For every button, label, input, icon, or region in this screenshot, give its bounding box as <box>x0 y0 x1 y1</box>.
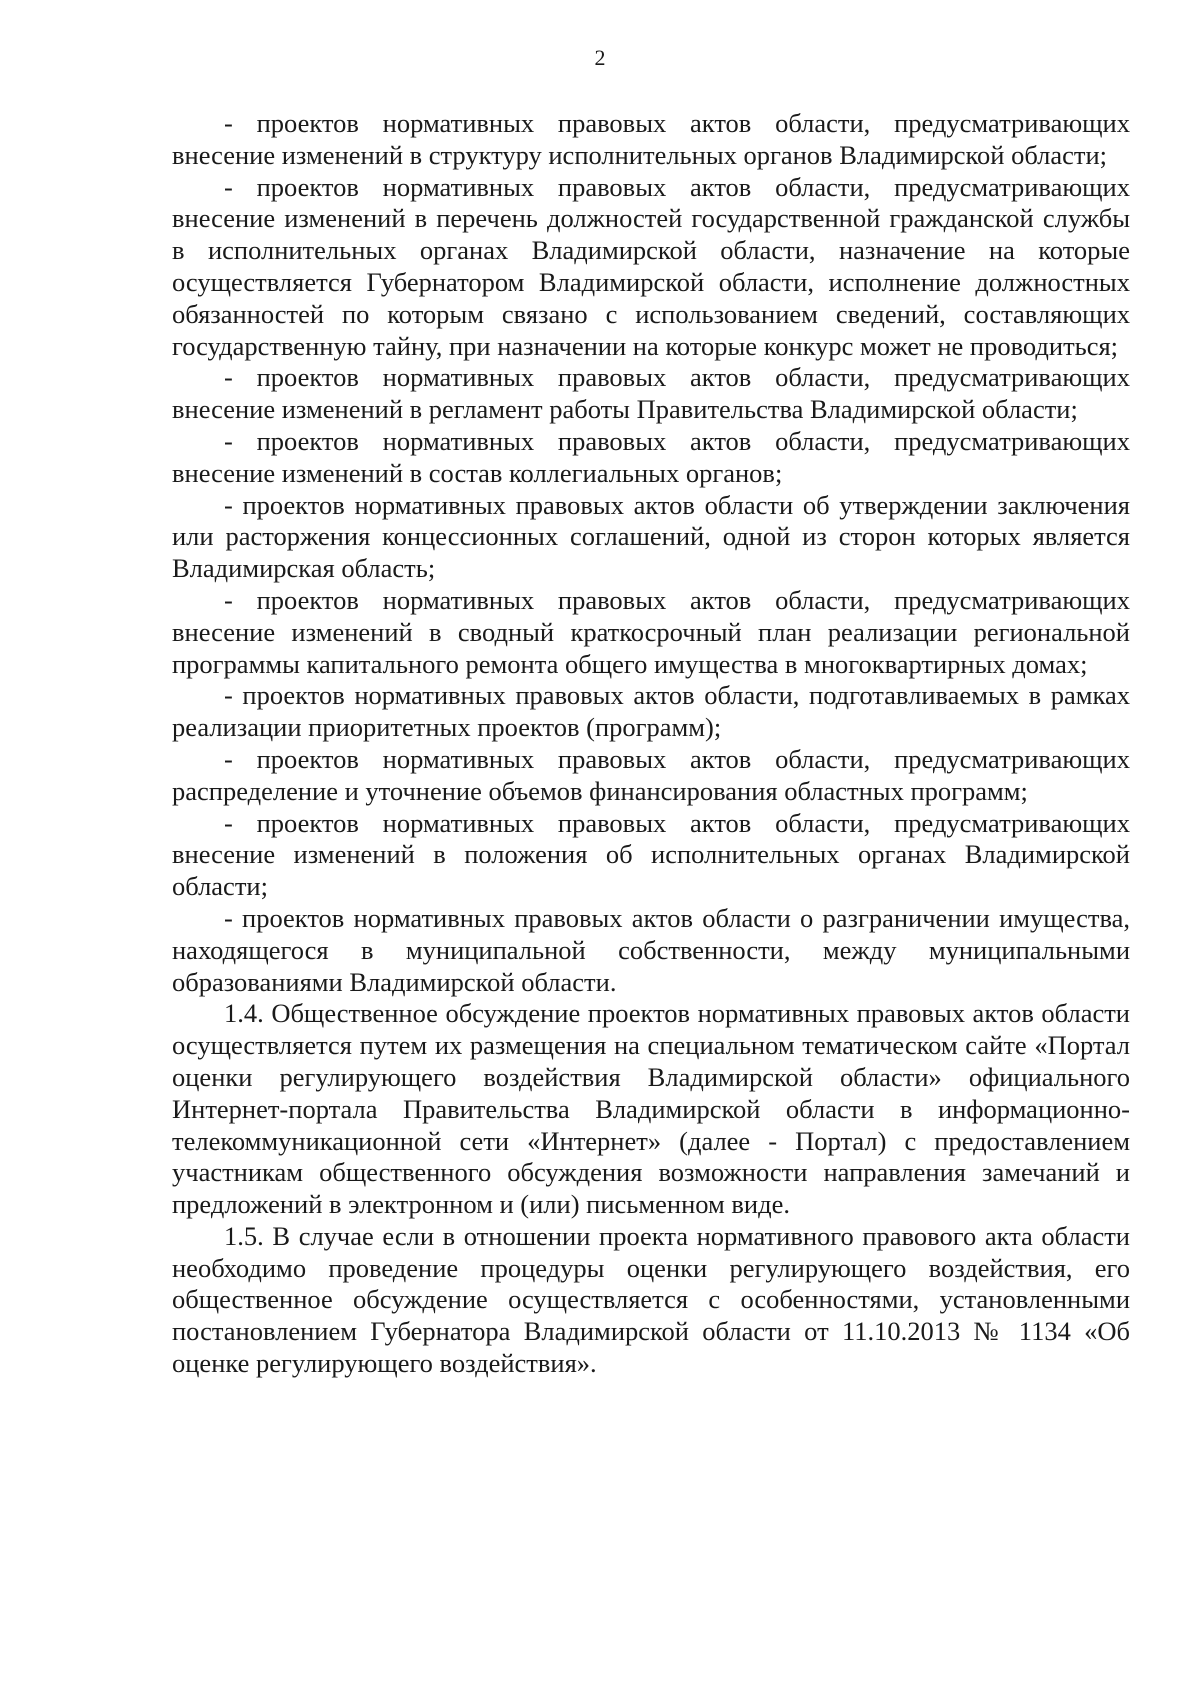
list-item-collegial-bodies: - проектов нормативных правовых актов области, предусматривающих внесение изменений в состав коллегиальных органов; <box>172 425 1130 488</box>
list-item-executive-bodies: - проектов нормативных правовых актов области, предусматривающих внесение изменений в положения об исполнительных органах Владимирской области; <box>172 807 1130 902</box>
document-body <box>172 108 1130 1380</box>
list-item-property: - проектов нормативных правовых актов области о разграничении имущества, находящегося в муниципальной собственности, между муниципальными образованиями Владимирской области. <box>172 902 1130 997</box>
list-item-regulations: - проектов нормативных правовых актов области, предусматривающих внесение изменений в регламент работы Правительства Владимирской области; <box>172 362 1130 425</box>
list-item-structure: - проектов нормативных правовых актов области, предусматривающих внесение изменений в структуру исполнительных органов Владимирской области; <box>172 108 1130 170</box>
page-number: 2 <box>594 45 606 70</box>
clause-1-5: 1.5. В случае если в отношении проекта нормативного правового акта области необходимо проведение процедуры оценки регулирующего воздействия, его общественное обсуждение осуществляется с особенностями, установленными постановлением Губернатора Владимирской области от 11.10.2013 № 1134 «Об оценке регулирующего воздействия». <box>172 1220 1130 1379</box>
list-item-priority-projects: - проектов нормативных правовых актов области, подготавливаемых в рамках реализации приоритетных проектов (программ); <box>172 680 1130 743</box>
clause-1-4: 1.4. Общественное обсуждение проектов нормативных правовых актов области осуществляется путем их размещения на специальном тематическом сайте «Портал оценки регулирующего воздействия Владимирской области» официального Интернет-портала Правительства Владимирской области в информационно-телекоммуникационной сети «Интернет» (далее - Портал) с предоставлением участникам общественного обсуждения возможности направления замечаний и предложений в электронном и (или) письменном виде. <box>172 998 1130 1220</box>
list-item-positions: - проектов нормативных правовых актов области, предусматривающих внесение изменений в перечень должностей государственной гражданской службы в исполнительных органах Владимирской области, назначение на которые осуществляется Губернатором Владимирской области, исполнение должностных обязанностей по которым связано с использованием сведений, составляющих государственную тайну, при назначении на которые конкурс может не проводиться; <box>172 171 1130 361</box>
list-item-financing: - проектов нормативных правовых актов области, предусматривающих распределение и уточнение объемов финансирования областных программ; <box>172 743 1130 806</box>
list-item-concessions: - проектов нормативных правовых актов области об утверждении заключения или расторжения концессионных соглашений, одной из сторон которых является Владимирская область; <box>172 489 1130 584</box>
list-item-repair-plan: - проектов нормативных правовых актов области, предусматривающих внесение изменений в сводный краткосрочный план реализации региональной программы капитального ремонта общего имущества в многоквартирных домах; <box>172 584 1130 679</box>
